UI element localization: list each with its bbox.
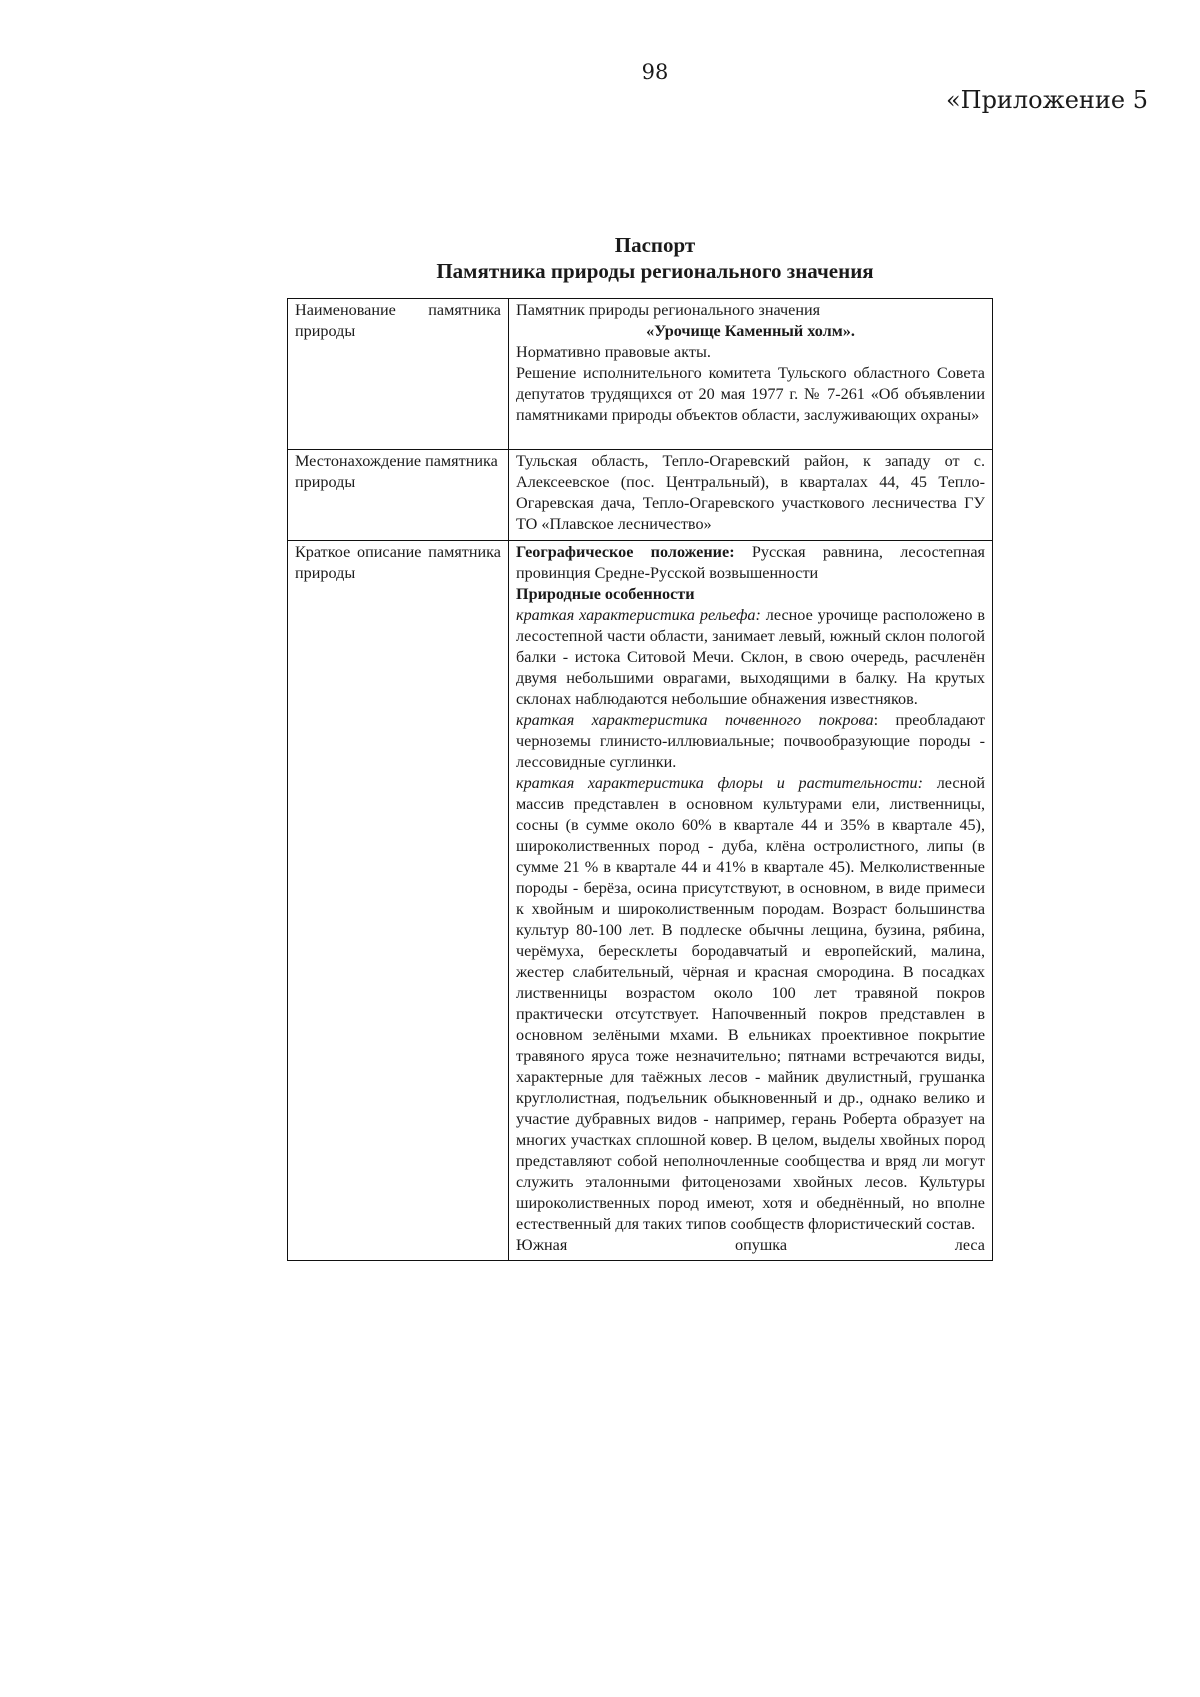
description-value-cell — [509, 541, 993, 1261]
location-label: Местонахождение памятника природы — [295, 452, 498, 491]
flora-paragraph — [516, 773, 985, 1235]
appendix-label: «Приложение 5 — [945, 86, 1148, 114]
acts-text: Решение исполнительного комитета Тульского областного Совета депутатов трудящихся от 20 мая 1977 г. № 7-261 «Об объявлении памятниками природы объектов области, заслуживающих охраны» — [516, 364, 985, 424]
flora-text: лесной массив представлен в основном культурами ели, лиственницы, сосны (в сумме около 60% в квартале 44 и 35% в квартале 45), широколиственных пород - дуба, клёна остролистного, липы (в сумме 21 % в квартале 44 и 41% в квартале 45). Мелколиственные породы - берёза, осина присутствуют, в основном, в виде примеси к хвойным и широколиственным породам. Возраст большинства культур 80-100 лет. В подлеске обычны лещина, бузина, рябина, черёмуха, бересклеты бородавчатый и европейский, малина, жестер слабительный, чёрная и красная смородина. В посадках лиственницы возрастом около 100 лет травяной покров практически отсутствует. Напочвенный покров представлен в основном зелёными мхами. В ельниках проективное покрытие травяного яруса тоже незначительно; пятнами встречаются виды, характерные для таёжных лесов - майник двулистный, грушанка круглолистная, подъельник обыкновенный и др., однако велико и участие дубравных видов - например, герань Роберта образует на многих участках сплошной ковер. В целом, выделы хвойных пород представляют собой неполночленные сообщества и вряд ли могут служить эталонными фитоценозами хвойных лесов. Культуры широколиственных пород имеют, хотя и обеднённый, но вполне естественный для таких типов сообществ флористический состав. — [516, 774, 985, 1233]
table-row-description — [288, 541, 993, 1261]
relief-paragraph — [516, 605, 985, 710]
soil-text: : преобладают черноземы глинисто-иллювиальные; почвообразующие породы - лессовидные суглинки. — [516, 711, 985, 771]
nature-heading: Природные особенности — [516, 585, 695, 603]
description-label-cell — [288, 541, 509, 1261]
geo-heading: Географическое положение: — [516, 543, 735, 561]
relief-text: лесное урочище расположено в лесостепной части области, занимает левый, южный склон пологой балки - истока Ситовой Мечи. Склон, в свою очередь, расчленён двумя небольшими оврагами, выходящими в балку. На крутых склонах наблюдаются небольшие обнажения известняков. — [516, 606, 985, 708]
location-text: Тульская область, Тепло-Огаревский район, к западу от с. Алексеевское (пос. Центральный), в кварталах 44, 45 Тепло-Огаревская дача, Тепло-Огаревского участкового лесничества ГУ ТО «Плавское лесничество» — [516, 452, 985, 533]
name-label-cell — [288, 299, 509, 450]
relief-heading: краткая характеристика рельефа: — [516, 606, 761, 624]
location-label-cell — [288, 450, 509, 541]
geo-paragraph — [516, 542, 985, 584]
table-row-location — [288, 450, 993, 541]
title-line-2: Памятника природы регионального значения — [436, 259, 874, 283]
passport-table — [287, 298, 993, 1261]
acts-heading: Нормативно правовые акты. — [516, 343, 711, 361]
description-label: Краткое описание памятника природы — [295, 543, 501, 582]
title-line-1: Паспорт — [614, 233, 696, 257]
geo-text: Русская равнина, лесостепная провинция Средне-Русской возвышенности — [516, 543, 985, 582]
document-title — [0, 232, 1200, 284]
cut-off-line: Южная опушка леса — [516, 1236, 985, 1254]
table-row-name — [288, 299, 993, 450]
soil-heading: краткая характеристика почвенного покрова — [516, 711, 874, 729]
page-number: 98 — [641, 60, 669, 84]
soil-paragraph — [516, 710, 985, 773]
name-label: Наименование памятника природы — [295, 301, 501, 340]
object-name: «Урочище Каменный холм». — [646, 322, 855, 340]
name-value-cell — [509, 299, 993, 450]
flora-heading: краткая характеристика флоры и растительности: — [516, 774, 924, 792]
location-value-cell — [509, 450, 993, 541]
status-text: Памятник природы регионального значения — [516, 301, 821, 319]
